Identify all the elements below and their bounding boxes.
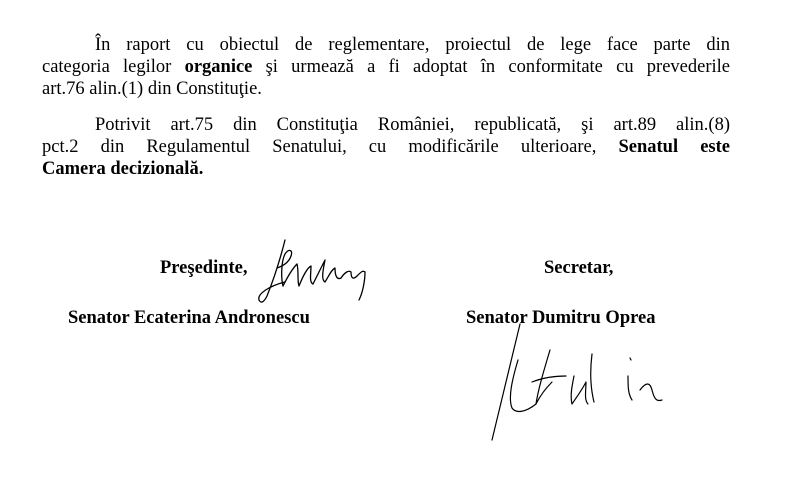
text: În raport cu obiectul de reglementare, proiectul de lege face parte din	[95, 35, 730, 55]
paragraph-line	[42, 34, 730, 56]
text: Potrivit art.75 din Constituţia României, republicată, şi art.89 alin.(8)	[95, 115, 730, 135]
paragraph-legal-category	[42, 34, 730, 100]
secretary-handwritten-signature	[480, 320, 670, 445]
text: pct.2 din Regulamentul Senatului, cu modificările ulterioare,	[42, 137, 619, 157]
paragraph-line	[42, 136, 730, 158]
secretary-name: Senator Dumitru Oprea	[466, 308, 656, 328]
president-handwritten-signature	[255, 238, 375, 308]
text: art.76 alin.(1) din Constituţie.	[42, 79, 262, 99]
president-title: Preşedinte,	[160, 258, 248, 278]
bold-text-decisional-chamber: Camera decizională.	[42, 159, 204, 179]
paragraph-line	[42, 114, 730, 136]
paragraph-line	[42, 78, 730, 100]
paragraph-line	[42, 56, 730, 78]
secretary-title: Secretar,	[544, 258, 614, 278]
paragraph-line	[42, 158, 730, 180]
bold-text-organice: organice	[184, 57, 253, 77]
president-name: Senator Ecaterina Andronescu	[68, 308, 310, 328]
paragraph-decisional-chamber	[42, 114, 730, 180]
text: categoria legilor	[42, 57, 185, 77]
text: şi urmează a fi adoptat în conformitate cu prevederile	[252, 57, 731, 77]
bold-text-senate: Senatul este	[618, 137, 730, 157]
